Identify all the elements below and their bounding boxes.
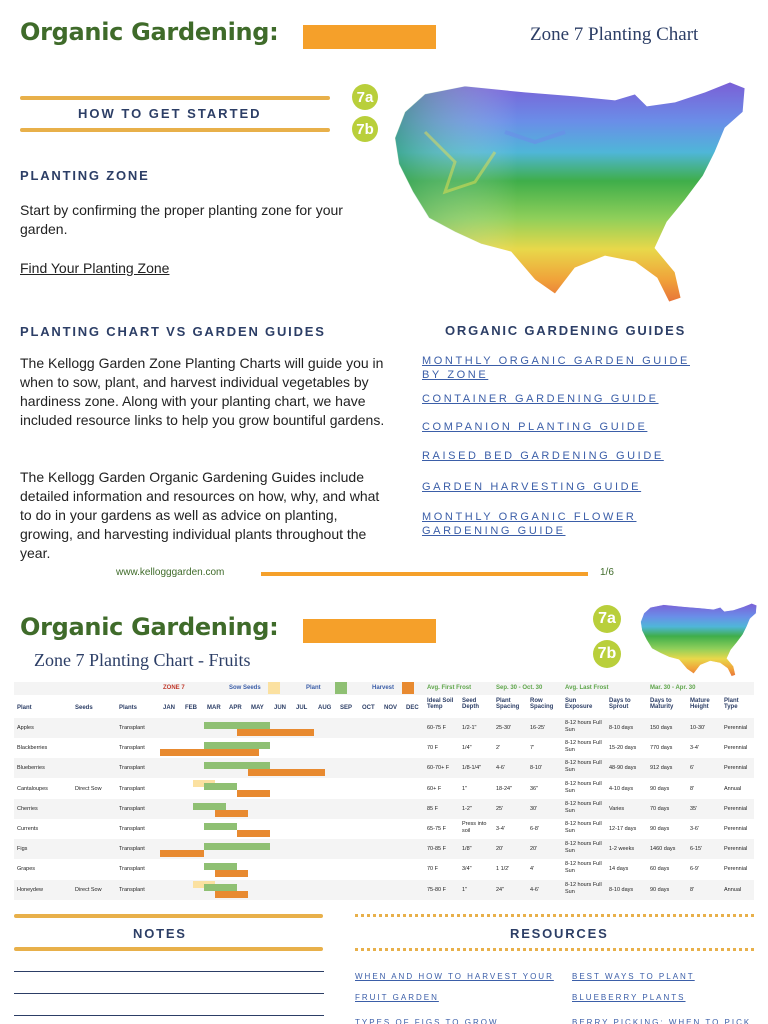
cell-maturity: 912 days [650, 765, 673, 772]
guide-link-companion[interactable]: COMPANION PLANTING GUIDE [422, 421, 648, 433]
col-maturity: Days to Maturity [650, 698, 674, 710]
cell-sun: 8-12 hours Full Sun [565, 740, 602, 754]
find-zone-link[interactable]: Find Your Planting Zone [20, 260, 170, 276]
col-sun: Sun Exposure [565, 698, 593, 710]
cell-sprout: 48-90 days [609, 765, 637, 772]
cell-plant-spacing: 1 1/2' [496, 866, 510, 873]
cell-soil-temp: 60-75 F [427, 725, 446, 731]
cell-row-spacing: 20' [530, 846, 538, 853]
col-row-spacing: Row Spacing [530, 698, 554, 710]
cell-sun: 8-12 hours Full Sun [565, 821, 602, 834]
cell-type: Perennial [724, 866, 748, 873]
cell-type: Perennial [724, 805, 748, 812]
cell-seed-depth: 3/4" [462, 866, 472, 873]
cell-maturity: 770 days [650, 745, 673, 752]
cell-height: 6-9' [690, 866, 699, 873]
cell-plant: Honeydew [17, 886, 43, 893]
cell-plants: Transplant [119, 805, 145, 812]
cell-type: Perennial [724, 765, 748, 772]
cell-row-spacing: 4' [530, 866, 535, 873]
cell-height: 6-15' [690, 846, 703, 853]
plant-bar [204, 722, 270, 729]
cell-plant-spacing: 25' [496, 805, 504, 812]
col-soil-temp: Ideal Soil Temp [427, 698, 454, 710]
cell-plants: Transplant [119, 866, 145, 873]
cell-soil-temp: 75-80 F [427, 886, 446, 893]
page1-brand-bar [303, 25, 436, 49]
cell-row-spacing: 8-10' [530, 765, 543, 772]
plant-bar [204, 783, 237, 790]
note-line-1[interactable] [14, 971, 324, 972]
page2-title: Zone 7 Planting Chart - Fruits [34, 650, 251, 670]
footer-bar [261, 572, 588, 576]
cell-sun: 8-12 hours Full Sun [565, 800, 602, 814]
col-may: MAY [251, 705, 264, 711]
plant-bar [193, 803, 226, 810]
legend-sow-label: Sow Seeds [229, 685, 261, 691]
cell-plants: Transplant [119, 725, 145, 731]
col-jun: JUN [274, 705, 287, 711]
cell-plant-spacing: 4-6' [496, 765, 505, 772]
col-type: Plant Type [724, 698, 739, 710]
col-plant: Plant [17, 705, 32, 711]
footer-url[interactable]: www.kellogggarden.com [116, 567, 225, 578]
page-number: 1/6 [600, 567, 614, 578]
cell-plants: Transplant [119, 886, 145, 893]
cell-type: Perennial [724, 725, 748, 731]
cell-height: 3-6' [690, 826, 699, 832]
cell-maturity: 70 days [650, 805, 670, 812]
resource-link-berry-picking[interactable]: BERRY PICKING: WHEN TO PICK [572, 1018, 752, 1024]
guide-link-container[interactable]: CONTAINER GARDENING GUIDE [422, 393, 659, 405]
cell-seed-depth: 1/4" [462, 745, 472, 752]
cell-maturity: 90 days [650, 886, 670, 893]
cell-sprout: Varies [609, 805, 625, 812]
us-hardiness-map [385, 72, 760, 307]
plant-bar [204, 823, 237, 830]
legend-zone: ZONE 7 [163, 685, 185, 691]
harvest-bar [215, 870, 248, 877]
col-plants: Plants [119, 705, 138, 711]
cell-height: 6' [690, 765, 695, 772]
cell-row-spacing: 6-8' [530, 826, 539, 832]
legend-first-frost-dates: Sep. 30 - Oct. 30 [496, 685, 543, 691]
note-line-3[interactable] [14, 1015, 324, 1016]
cell-soil-temp: 70 F [427, 866, 439, 873]
legend-first-frost: Avg. First Frost [427, 685, 472, 691]
resources-divider-bottom [355, 948, 754, 951]
cell-sprout: 12-17 days [609, 826, 637, 832]
legend-harvest-swatch [402, 682, 414, 694]
intro-paragraph-1: The Kellogg Garden Zone Planting Charts will guide you in when to sow, plant, and harvest individual vegetables by hardiness zone. Along with your planting chart, we have included resource links to help you grow bountiful gardens. [20, 355, 385, 428]
col-nov: NOV [384, 705, 398, 711]
page1-title: Zone 7 Planting Chart [530, 24, 699, 45]
cell-seed-depth: Press into soil [462, 821, 487, 834]
cell-sprout: 4-10 days [609, 785, 634, 792]
cell-soil-temp: 65-75 F [427, 826, 446, 832]
cell-row-spacing: 7' [530, 745, 535, 752]
cell-type: Perennial [724, 846, 748, 853]
cell-sun: 8-12 hours Full Sun [565, 760, 602, 774]
legend-harvest-label: Harvest [372, 685, 395, 691]
col-mar: MAR [207, 705, 221, 711]
col-oct: OCT [362, 705, 375, 711]
cell-seed-depth: 1" [462, 785, 468, 792]
col-plant-spacing: Plant Spacing [496, 698, 520, 710]
harvest-bar [237, 729, 314, 736]
cell-row-spacing: 16-25' [530, 725, 546, 731]
col-aug: AUG [318, 705, 332, 711]
cell-type: Annual [724, 785, 742, 792]
notes-heading: NOTES [133, 926, 187, 941]
col-height: Mature Height [690, 698, 710, 710]
col-sprout: Days to Sprout [609, 698, 631, 710]
cell-plant-spacing: 20' [496, 846, 504, 853]
col-sep: SEP [340, 705, 353, 711]
legend-plant-swatch [335, 682, 347, 694]
harvest-bar [248, 769, 325, 776]
resources-divider-top [355, 914, 754, 917]
cell-sun: 8-12 hours Full Sun [565, 780, 602, 794]
harvest-bar [237, 830, 270, 837]
harvest-bar [215, 891, 248, 898]
cell-seed-depth: 1/8" [462, 846, 472, 853]
legend-last-frost-dates: Mar. 30 - Apr. 30 [650, 685, 696, 691]
cell-sun: 8-12 hours Full Sun [565, 841, 602, 855]
legend-last-frost: Avg. Last Frost [565, 685, 609, 691]
cell-height: 8' [690, 785, 695, 792]
cell-maturity: 1460 days [650, 846, 676, 853]
cell-maturity: 60 days [650, 866, 670, 873]
cell-soil-temp: 60-70+ F [427, 765, 450, 772]
plant-bar [204, 863, 237, 870]
cell-row-spacing: 4-6' [530, 886, 539, 893]
plant-bar [204, 843, 270, 850]
note-line-2[interactable] [14, 993, 324, 994]
cell-type: Annual [724, 886, 742, 893]
legend-sow-swatch [268, 682, 280, 694]
guide-link-flower[interactable]: MONTHLY ORGANIC FLOWER GARDENING GUIDE [422, 511, 637, 537]
cell-type: Perennial [724, 826, 748, 832]
col-seed-depth: Seed Depth [462, 698, 479, 710]
how-to-heading: HOW TO GET STARTED [78, 106, 262, 121]
cell-plants: Transplant [119, 765, 145, 772]
chart-vs-guides-heading: PLANTING CHART VS GARDEN GUIDES [20, 324, 326, 339]
page2-zone-7a-badge: 7a [593, 605, 621, 633]
cell-sun: 8-12 hours Full Sun [565, 881, 602, 895]
cell-height: 8' [690, 886, 695, 893]
plant-bar [204, 742, 270, 749]
page2-zone-7b-badge: 7b [593, 640, 621, 668]
cell-height: 10-30' [690, 725, 706, 731]
guide-link-harvesting[interactable]: GARDEN HARVESTING GUIDE [422, 481, 642, 493]
cell-plant: Figs [17, 846, 28, 853]
resource-link-harvest-fruit[interactable]: WHEN AND HOW TO HARVEST YOUR FRUIT GARDEN [355, 972, 554, 1002]
notes-divider-bottom [14, 947, 323, 951]
cell-seed-depth: 1-2" [462, 805, 472, 812]
plant-bar [204, 762, 270, 769]
cell-maturity: 90 days [650, 826, 670, 832]
cell-sprout: 15-20 days [609, 745, 637, 752]
cell-seed-depth: 1/2-1" [462, 725, 477, 731]
cell-plant-spacing: 18-24" [496, 785, 513, 792]
cell-row-spacing: 30' [530, 805, 538, 812]
col-jul: JUL [296, 705, 308, 711]
resource-link-figs[interactable]: TYPES OF FIGS TO GROW [355, 1018, 499, 1024]
planting-zone-heading: PLANTING ZONE [20, 168, 150, 183]
cell-seeds: Direct Sow [75, 785, 102, 792]
cell-sun: 8-12 hours Full Sun [565, 720, 602, 733]
cell-maturity: 150 days [650, 725, 673, 731]
cell-soil-temp: 60+ F [427, 785, 442, 792]
harvest-bar [160, 749, 259, 756]
zone-7b-badge: 7b [352, 116, 378, 142]
cell-plant: Apples [17, 725, 34, 731]
cell-soil-temp: 70-85 F [427, 846, 446, 853]
guide-link-monthly[interactable]: MONTHLY ORGANIC GARDEN GUIDE BY ZONE [422, 355, 690, 381]
cell-plant-spacing: 2' [496, 745, 501, 752]
cell-plants: Transplant [119, 826, 145, 832]
cell-plant-spacing: 3-4' [496, 826, 505, 832]
cell-sun: 8-12 hours Full Sun [565, 861, 602, 875]
divider-bottom [20, 128, 330, 132]
cell-plants: Transplant [119, 785, 145, 792]
cell-sprout: 14 days [609, 866, 629, 873]
cell-sprout: 1-2 weeks [609, 846, 635, 853]
col-apr: APR [229, 705, 242, 711]
cell-soil-temp: 85 F [427, 805, 439, 812]
page1-brand: Organic Gardening: [20, 18, 279, 46]
intro-paragraph-2: The Kellogg Garden Organic Gardening Guides include detailed information and resources on how, why, and what to do in your gardens as well as advice on planting, growing, and harvesting individual plants throughout the year. [20, 469, 380, 561]
cell-plant: Grapes [17, 866, 36, 873]
cell-plant: Cantaloupes [17, 785, 48, 792]
cell-row-spacing: 36" [530, 785, 539, 792]
cell-plant-spacing: 24" [496, 886, 505, 893]
cell-height: 35' [690, 805, 698, 812]
cell-sprout: 8-10 days [609, 725, 634, 731]
cell-soil-temp: 70 F [427, 745, 439, 752]
cell-seed-depth: 1/8-1/4" [462, 765, 482, 772]
us-hardiness-map-small [637, 600, 762, 678]
guide-link-raised-bed[interactable]: RAISED BED GARDENING GUIDE [422, 450, 664, 462]
col-jan: JAN [163, 705, 176, 711]
cell-plants: Transplant [119, 846, 145, 853]
harvest-bar [160, 850, 204, 857]
harvest-bar [215, 810, 248, 817]
cell-type: Perennial [724, 745, 748, 752]
divider-top [20, 96, 330, 100]
cell-maturity: 90 days [650, 785, 670, 792]
zone-7a-badge: 7a [352, 84, 378, 110]
cell-seed-depth: 1" [462, 886, 468, 893]
planting-zone-text: Start by confirming the proper planting zone for your garden. [20, 202, 343, 237]
guides-heading: ORGANIC GARDENING GUIDES [445, 323, 687, 338]
resources-heading: RESOURCES [510, 926, 609, 941]
cell-plant: Blackberries [17, 745, 48, 752]
cell-plant: Currents [17, 826, 39, 832]
page2-brand-bar [303, 619, 436, 643]
cell-plant: Blueberries [17, 765, 45, 772]
cell-plants: Transplant [119, 745, 145, 752]
harvest-bar [237, 790, 270, 797]
resource-link-blueberry[interactable]: BEST WAYS TO PLANT BLUEBERRY PLANTS [572, 972, 695, 1002]
plant-bar [204, 884, 237, 891]
cell-plant: Cherries [17, 805, 38, 812]
col-seeds: Seeds [75, 705, 93, 711]
notes-divider-top [14, 914, 323, 918]
page2-brand: Organic Gardening: [20, 613, 279, 641]
col-dec: DEC [406, 705, 419, 711]
cell-seeds: Direct Sow [75, 886, 102, 893]
col-feb: FEB [185, 705, 197, 711]
cell-height: 3-4' [690, 745, 699, 752]
cell-plant-spacing: 25-30' [496, 725, 512, 731]
cell-sprout: 8-10 days [609, 886, 634, 893]
legend-plant-label: Plant [306, 685, 321, 691]
